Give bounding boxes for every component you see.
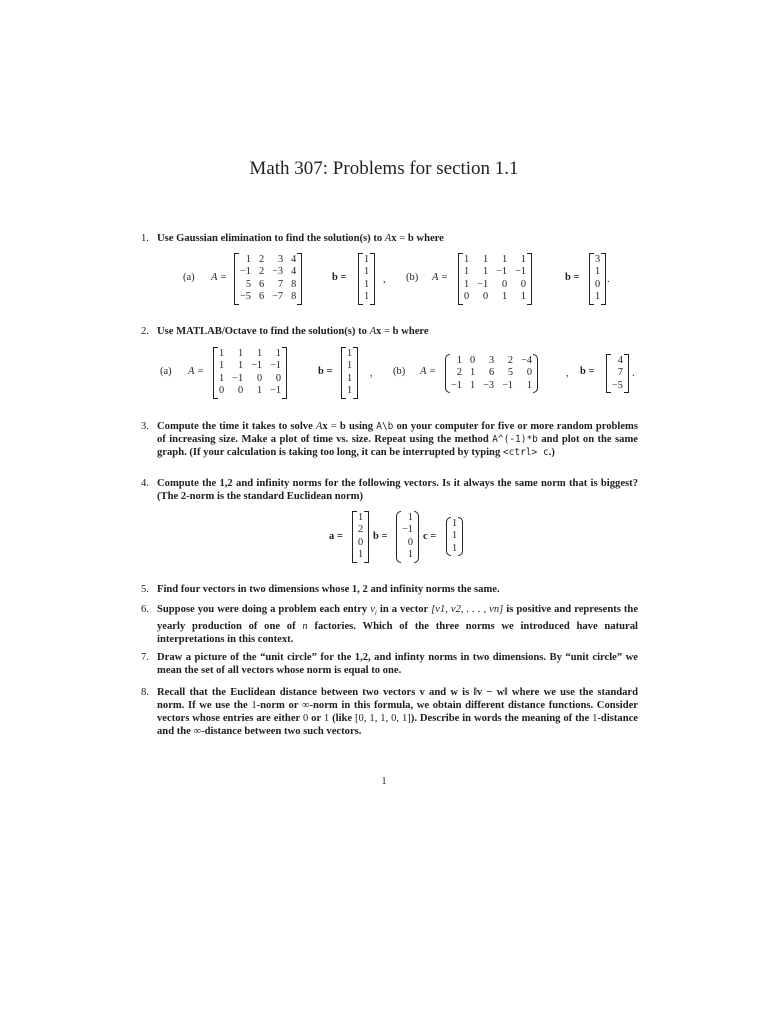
matrix-entry: 1 [256, 385, 263, 397]
matrix-A-1b [460, 254, 530, 304]
matrix-entry: 0 [526, 367, 533, 379]
vector-b-2a [343, 348, 356, 398]
matrix-A-2b [447, 355, 536, 392]
problem-text: Suppose you were doing a problem each entry $v_i$ in a vector [v1, v2, . . . , vn] is positive and represents the yearly production of one of n factories. Which of the three norms we introduced have natural interpretations in this context. [157, 604, 639, 646]
vector-c-label: c = [423, 531, 437, 542]
matrix-entry: 2 [258, 266, 265, 278]
vector-entry: 1 [407, 549, 413, 561]
matrix-entry: 6 [258, 278, 265, 290]
vector-entry: 1 [595, 266, 601, 278]
matrix-entry: −4 [521, 355, 533, 366]
vector-entry: 1 [347, 385, 353, 397]
matrix-entry: 1 [245, 254, 251, 265]
matrix-entry: 1 [469, 367, 476, 379]
matrix-row [236, 279, 300, 291]
vector-entry: 1 [452, 542, 458, 554]
matrix-entry: 0 [482, 291, 489, 303]
problem-2-matrices: (a) A = 1 1 1 1 1 1 −1 −1 1 −1 0 0 0 0 1 −1 b = 1 1 1 1 , (b) A = 1 0 3 2 −4 2 1 6 5 0 −1 1 −3 −1 1 , b = 4 7 −5 . [0, 348, 768, 400]
vector-c [448, 518, 461, 555]
vector-b-label: b = [373, 531, 388, 542]
problem-number: 7. [141, 652, 149, 663]
problem-number: 8. [141, 687, 149, 698]
matrix-entry: 0 [256, 372, 263, 384]
vector-entry: 1 [407, 512, 413, 523]
matrix-entry: 1 [482, 266, 489, 278]
matrix-entry: −1 [251, 360, 263, 372]
vector-entry: 0 [358, 536, 364, 548]
matrix-entry: 0 [501, 278, 508, 290]
matrix-entry: 1 [501, 254, 508, 265]
matrix-entry: −1 [270, 385, 282, 397]
vector-entry: 1 [595, 291, 601, 303]
matrix-row [447, 367, 536, 379]
matrix-row [236, 266, 300, 278]
matrix-entry: 1 [219, 372, 225, 384]
page-number: 1 [381, 776, 387, 787]
matrix-entry: 1 [526, 379, 533, 391]
matrix-row [460, 291, 530, 303]
problem-1 [141, 232, 638, 245]
problem-text: Find four vectors in two dimensions whose 1, 2 and infinity norms the same. [157, 584, 500, 595]
problem-4 [141, 477, 638, 503]
vector-b-label: b = [565, 272, 580, 283]
matrix-entry: 6 [488, 367, 495, 379]
matrix-entry: 8 [291, 278, 297, 290]
vector-b-1a [360, 254, 373, 304]
problem-number: 4. [141, 478, 149, 489]
matrix-entry: 0 [520, 278, 527, 290]
matrix-row [460, 279, 530, 291]
matrix-entry: 1 [275, 348, 282, 359]
matrix-entry: 5 [507, 367, 514, 379]
matrix-row [447, 355, 536, 367]
vector-entry: 0 [595, 278, 601, 290]
vector-entry: 2 [358, 524, 364, 536]
matrix-entry: 5 [245, 278, 251, 290]
problem-6 [141, 603, 638, 646]
part-a-label: (a) [183, 272, 195, 283]
matrix-A-label: A = [420, 366, 436, 377]
vector-entry: 1 [452, 530, 458, 542]
matrix-entry: 0 [464, 291, 470, 303]
problem-text: Draw a picture of the “unit circle” for the 1,2, and infinty norms in two dimensions. By “unit circle” we mean the set of all vectors whose norm is equal to one. [157, 652, 638, 676]
vector-entry: 1 [358, 549, 364, 561]
matrix-entry: 3 [488, 355, 495, 366]
vector-b-label: b = [318, 366, 333, 377]
part-a-label: (a) [160, 366, 172, 377]
vector-b-2b [608, 355, 627, 392]
matrix-row [236, 291, 300, 303]
problem-text: Compute the 1,2 and infinity norms for the following vectors. Is it always the same norm that is biggest? (The 2-norm is the standard Euclidean norm) [157, 478, 638, 502]
matrix-A-label: A = [188, 366, 204, 377]
matrix-entry: 0 [275, 372, 282, 384]
problem-1-matrices: (a) A = 1 2 3 4 −1 2 −3 4 5 6 7 8 −5 6 −7 8 b = 1 1 1 1 , (b) A = 1 1 1 1 1 1 −1 −1 1 −1 0 0 0 0 1 1 b = 3 1 0 1 . [0, 254, 768, 306]
vector-entry: −5 [612, 379, 623, 391]
matrix-row [236, 254, 300, 266]
problem-2 [141, 325, 638, 338]
matrix-entry: −1 [270, 360, 282, 372]
vector-entry: 0 [407, 536, 413, 548]
matrix-entry: 1 [520, 291, 527, 303]
vector-entry: 1 [347, 372, 353, 384]
matrix-row [447, 380, 536, 392]
matrix-entry: 1 [237, 360, 244, 372]
problem-text: Compute the time it takes to solve Ax = b using A\b on your computer for five or more random problems of increasing size. Make a plot of time vs. size. Repeat using the method A^(-1)*b and plot on the same graph. (If your calculation is taking too long, it can be interrupted by typing <ctrl> c.) [157, 421, 638, 458]
problem-number: 2. [141, 326, 149, 337]
matrix-entry: 1 [456, 355, 462, 366]
part-b-label: (b) [406, 272, 419, 283]
vector-entry: 1 [452, 518, 458, 529]
problem-3 [141, 420, 638, 459]
vector-b-label: b = [580, 366, 595, 377]
problem-number: 3. [141, 421, 149, 432]
vector-entry: 1 [358, 512, 364, 523]
matrix-entry: −1 [240, 266, 251, 278]
matrix-row [460, 266, 530, 278]
matrix-entry: 3 [277, 254, 284, 265]
problem-7 [141, 651, 638, 677]
matrix-A-1a [236, 254, 300, 304]
vector-a [354, 512, 367, 562]
vector-b-label: b = [332, 272, 347, 283]
problem-number: 5. [141, 584, 149, 595]
matrix-entry: 1 [520, 254, 527, 265]
vector-entry: 1 [364, 254, 370, 265]
vector-entry: 1 [347, 348, 353, 359]
part-b-label: (b) [393, 366, 406, 377]
problem-number: 1. [141, 233, 149, 244]
matrix-entry: 2 [456, 367, 462, 379]
page-title: Math 307: Problems for section 1.1 [249, 158, 519, 179]
vector-entry: 3 [595, 254, 601, 265]
matrix-row [215, 348, 285, 360]
matrix-entry: 0 [469, 355, 476, 366]
vector-entry: −1 [402, 524, 413, 536]
matrix-entry: −5 [240, 291, 251, 303]
matrix-entry: −1 [496, 266, 508, 278]
matrix-entry: 7 [277, 278, 284, 290]
matrix-row [215, 385, 285, 397]
vector-b [398, 512, 417, 562]
matrix-row [215, 360, 285, 372]
matrix-entry: 1 [469, 379, 476, 391]
matrix-entry: 1 [219, 360, 225, 372]
matrix-entry: 4 [291, 254, 297, 265]
matrix-entry: 0 [219, 385, 225, 397]
matrix-entry: 2 [507, 355, 514, 366]
problem-8 [141, 686, 638, 738]
matrix-entry: −1 [451, 379, 462, 391]
matrix-entry: −7 [272, 291, 284, 303]
matrix-row [215, 373, 285, 385]
problem-text: Use Gaussian elimination to find the solution(s) to Ax = b where [157, 233, 444, 244]
matrix-entry: −3 [272, 266, 284, 278]
vector-entry: 1 [347, 360, 353, 372]
matrix-entry: −1 [477, 278, 489, 290]
matrix-A-label: A = [211, 272, 227, 283]
vector-entry: 1 [364, 291, 370, 303]
matrix-entry: −1 [232, 372, 244, 384]
vector-a-label: a = [329, 531, 343, 542]
problem-text: Use MATLAB/Octave to find the solution(s) to Ax = b where [157, 326, 429, 337]
matrix-entry: 1 [219, 348, 225, 359]
matrix-entry: −3 [483, 379, 495, 391]
matrix-entry: 0 [237, 385, 244, 397]
matrix-entry: 8 [291, 291, 297, 303]
problem-number: 6. [141, 604, 149, 615]
matrix-entry: 6 [258, 291, 265, 303]
matrix-A-label: A = [432, 272, 448, 283]
problem-5 [141, 583, 638, 596]
vector-entry: 4 [617, 355, 623, 366]
vector-entry: 1 [364, 278, 370, 290]
matrix-entry: 1 [464, 266, 470, 278]
vector-b-1b [591, 254, 604, 304]
matrix-A-2a [215, 348, 285, 398]
matrix-entry: −1 [515, 266, 527, 278]
matrix-entry: 1 [237, 348, 244, 359]
vector-entry: 7 [617, 367, 623, 379]
matrix-entry: 1 [501, 291, 508, 303]
matrix-entry: 1 [464, 278, 470, 290]
matrix-entry: 1 [482, 254, 489, 265]
problem-text: Recall that the Euclidean distance between two vectors v and w is ‖v − w‖ where we use the standard norm. If we use the 1-norm or ∞-norm in this formula, we obtain different distance functions. Consider vectors whose entries are either 0 or 1 (like [0, 1, 1, 0, 1]). Describe in words the meaning of the 1-distance and the ∞-distance between two such vectors. [157, 687, 639, 737]
matrix-entry: 2 [258, 254, 265, 265]
vector-entry: 1 [364, 266, 370, 278]
matrix-entry: 1 [464, 254, 470, 265]
matrix-entry: 4 [291, 266, 297, 278]
problem-4-vectors [0, 512, 768, 564]
matrix-entry: −1 [502, 379, 514, 391]
matrix-row [460, 254, 530, 266]
matrix-entry: 1 [256, 348, 263, 359]
